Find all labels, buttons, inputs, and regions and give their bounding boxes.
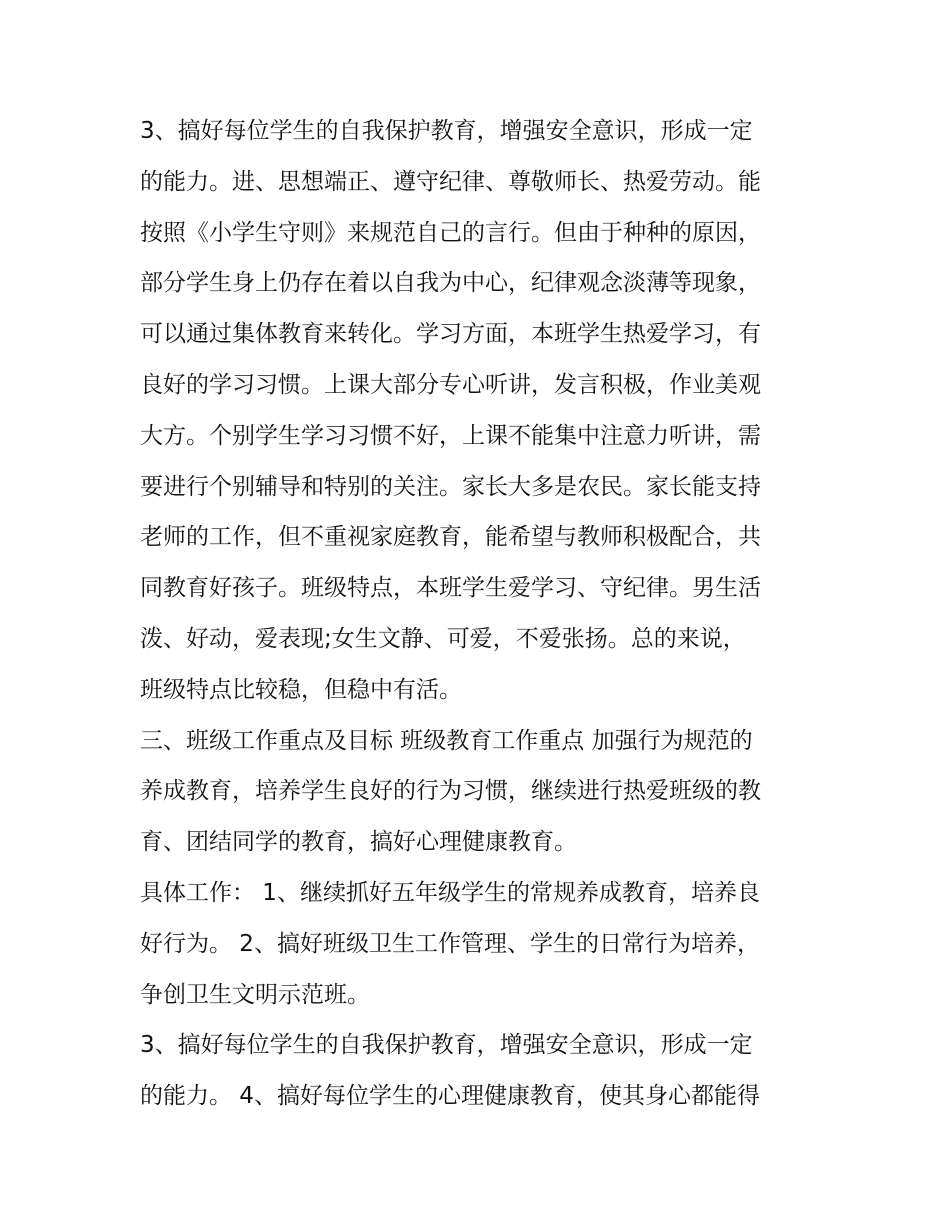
text-line: 可以通过集体教育来转化。学习方面，本班学生热爱学习，有 [140,321,761,348]
text-line: 的能力。进、思想端正、遵守纪律、尊敬师长、热爱劳动。能 [140,168,761,195]
text-line: 的能力。 4、搞好每位学生的心理健康教育，使其身心都能得 [140,1083,760,1110]
text-line: 要进行个别辅导和特别的关注。家长大多是农民。家长能支持 [140,473,761,500]
text-line: 部分学生身上仍存在着以自我为中心，纪律观念淡薄等现象， [140,270,761,297]
text-line: 大方。个别学生学习习惯不好，上课不能集中注意力听讲，需 [140,422,761,449]
text-line: 3、搞好每位学生的自我保护教育，增强安全意识，形成一定 [140,1032,753,1059]
text-line: 良好的学习习惯。上课大部分专心听讲，发言积极，作业美观 [140,371,761,398]
text-line: 泼、好动，爱表现;女生文静、可爱，不爱张扬。总的来说， [140,625,746,652]
text-line: 具体工作： 1、继续抓好五年级学生的常规养成教育，培养良 [140,879,760,906]
text-line: 按照《小学生守则》来规范自己的言行。但由于种种的原因， [140,219,761,246]
text-line: 老师的工作，但不重视家庭教育，能希望与教师积极配合，共 [140,524,761,551]
text-line: 争创卫生文明示范班。 [140,981,370,1008]
text-line: 好行为。 2、搞好班级卫生工作管理、学生的日常行为培养， [140,930,760,957]
text-line: 同教育好孩子。班级特点，本班学生爱学习、守纪律。男生活 [140,575,761,602]
document-body [140,106,820,1122]
text-line: 养成教育，培养学生良好的行为习惯，继续进行热爱班级的教 [140,778,761,805]
text-line: 育、团结同学的教育，搞好心理健康教育。 [140,829,577,856]
section-heading-line: 三、班级工作重点及目标 班级教育工作重点 加强行为规范的 [140,727,753,754]
text-line: 班级特点比较稳，但稳中有活。 [140,676,462,703]
text-line: 3、搞好每位学生的自我保护教育，增强安全意识，形成一定 [140,118,753,144]
